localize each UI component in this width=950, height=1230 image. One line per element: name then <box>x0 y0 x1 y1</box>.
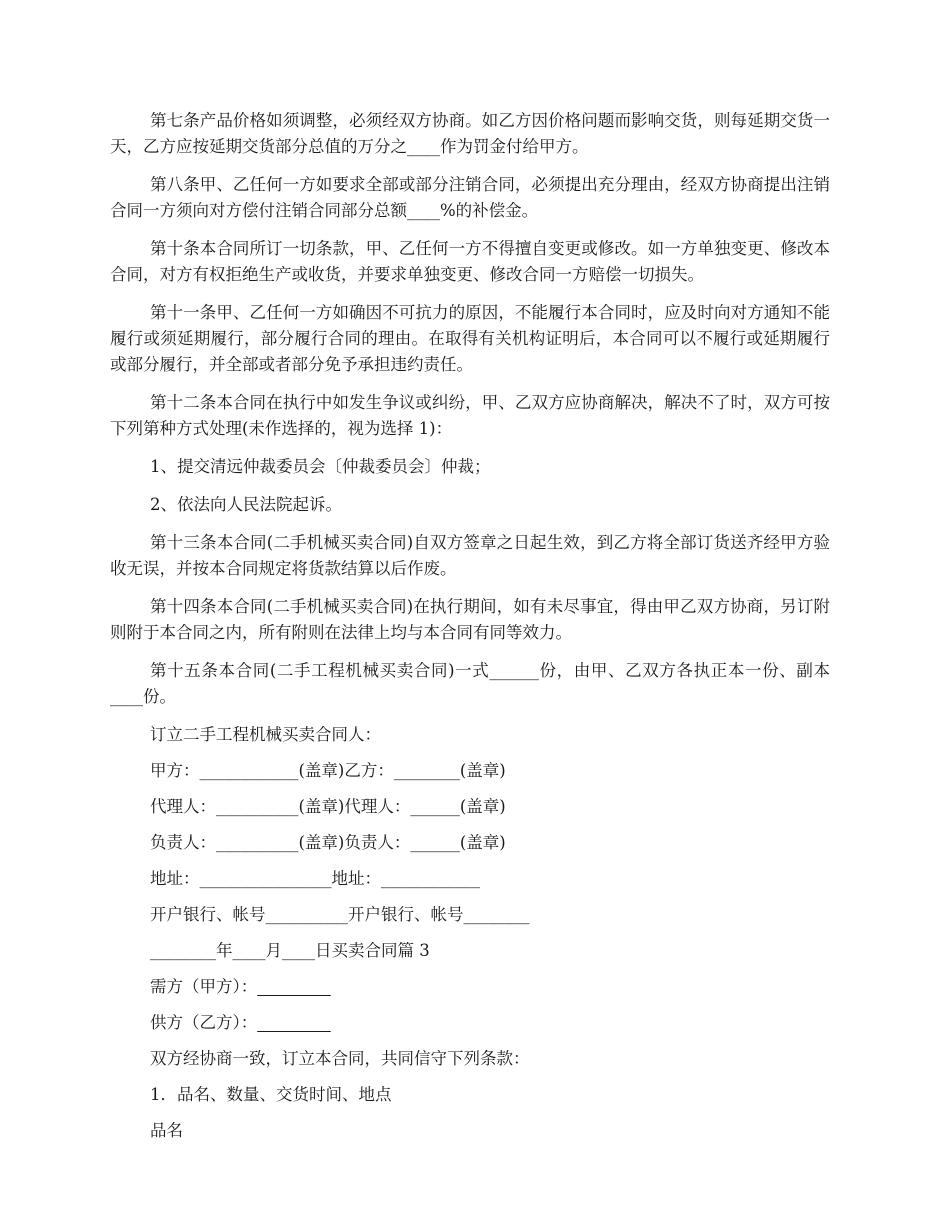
agent-signature-line: 代理人：__________(盖章)代理人：______(盖章) <box>150 797 506 816</box>
article-12-paragraph: 第十二条本合同在执行中如发生争议或纠纷，甲、乙双方应协商解决，解决不了时，双方可按下列第种方式处理(未作选择的，视为选择 1)： <box>110 393 830 438</box>
responsible-person-signature-line: 负责人：__________(盖章)负责人：______(盖章) <box>150 833 506 852</box>
article-13-paragraph: 第十三条本合同(二手机械买卖合同)自双方签章之日起生效，到乙方将全部订货送齐经甲方验收无误，并按本合同规定将货款结算以后作废。 <box>110 533 830 578</box>
buyer-label: 需方（甲方）： <box>150 977 258 996</box>
agreement-statement: 双方经协商一致，订立本合同，共同信守下列条款： <box>150 1049 530 1068</box>
supplier-blank <box>257 1013 330 1032</box>
article-8-paragraph: 第八条甲、乙任何一方如要求全部或部分注销合同，必须提出充分理由，经双方协商提出注销合同一方须向对方偿付注销合同部分总额____%的补偿金。 <box>110 175 830 220</box>
signatories-heading: 订立二手工程机械买卖合同人： <box>150 725 381 744</box>
arbitration-option-1: 1、提交清远仲裁委员会〔仲裁委员会〕仲裁； <box>150 457 491 476</box>
date-and-next-contract-title: ________年____月____日买卖合同篇 3 <box>150 941 430 960</box>
supplier-field <box>110 1010 830 1046</box>
clause-1-heading: 1．品名、数量、交货时间、地点 <box>150 1085 392 1104</box>
party-a-b-signature-line: 甲方：____________(盖章)乙方：________(盖章) <box>150 761 506 780</box>
product-name-label: 品名 <box>150 1121 183 1140</box>
supplier-label: 供方（乙方）： <box>150 1013 258 1032</box>
address-line: 地址：________________地址：____________ <box>150 869 480 888</box>
article-15-paragraph: 第十五条本合同(二手工程机械买卖合同)一式______份，由甲、乙双方各执正本一份、副本____份。 <box>110 661 830 706</box>
article-7-paragraph: 第七条产品价格如须调整，必须经双方协商。如乙方因价格问题而影响交货，则每延期交货一天，乙方应按延期交货部分总值的万分之____作为罚金付给甲方。 <box>110 111 830 156</box>
buyer-blank <box>257 977 330 996</box>
bank-account-line: 开户银行、帐号__________开户银行、帐号________ <box>150 905 530 924</box>
article-14-paragraph: 第十四条本合同(二手机械买卖合同)在执行期间，如有未尽事宜，得由甲乙双方协商，另订附则附于本合同之内，所有附则在法律上均与本合同有同等效力。 <box>110 597 830 642</box>
buyer-field <box>110 974 830 1010</box>
article-11-paragraph: 第十一条甲、乙任何一方如确因不可抗力的原因，不能履行本合同时，应及时向对方通知不能履行或须延期履行，部分履行合同的理由。在取得有关机构证明后，本合同可以不履行或延期履行或部分履行，并全部或者部分免予承担违约责任。 <box>110 303 830 374</box>
article-10-paragraph: 第十条本合同所订一切条款，甲、乙任何一方不得擅自变更或修改。如一方单独变更、修改本合同，对方有权拒绝生产或收货，并要求单独变更、修改合同一方赔偿一切损失。 <box>110 239 830 284</box>
document-page <box>110 108 830 1154</box>
arbitration-option-2: 2、依法向人民法院起诉。 <box>150 495 342 514</box>
